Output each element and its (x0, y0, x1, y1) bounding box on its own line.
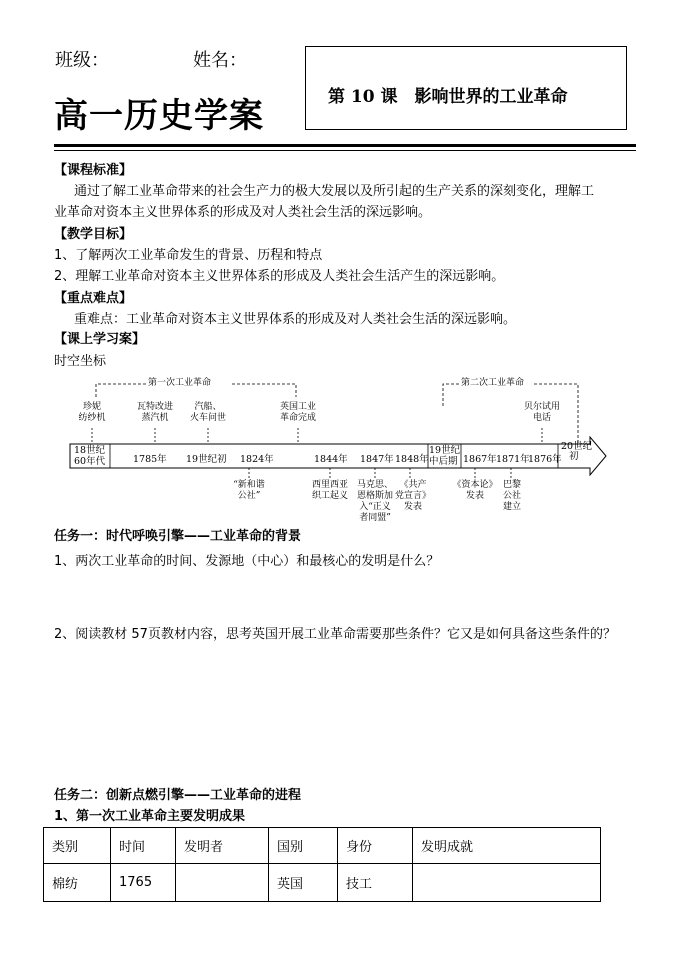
table-row (44, 864, 601, 902)
second-revolution-label: 第二次工业革命 (461, 378, 525, 388)
table-cell (176, 864, 269, 902)
table-header-cell: 国别 (269, 828, 338, 864)
event-capital: 《资本论》 发表 (452, 480, 498, 501)
first-bracket-right (232, 384, 296, 397)
first-revolution-label: 第一次工业革命 (148, 378, 212, 388)
lesson-title: 第 10 课 影响世界的工业革命 (328, 87, 568, 107)
key-heading: 【重点难点】 (54, 291, 133, 306)
year-1844: 1844年 (314, 454, 348, 465)
event-completion: 英国工业 革命完成 (279, 402, 316, 423)
event-new-harmony: “新和谐 公社” (233, 480, 265, 501)
year-start: 18世纪 60年代 (74, 445, 106, 467)
year-1848: 1848年 (395, 454, 429, 465)
name-label: 姓名： (193, 50, 247, 71)
goals-heading: 【教学目标】 (54, 227, 133, 242)
table-header-cell: 身份 (338, 828, 413, 864)
year-1871: 1871年 (496, 454, 530, 465)
standard-heading: 【课程标准】 (54, 163, 133, 178)
table-header-cell: 发明者 (176, 828, 269, 864)
table-header-cell: 发明成就 (413, 828, 601, 864)
year-19-late: 19世纪 中后期 (429, 445, 461, 467)
task2-heading: 任务二：创新点燃引擎——工业革命的进程 (54, 788, 302, 803)
year-1824: 1824年 (240, 454, 274, 465)
task1-q1: 1、两次工业革命的时间、发源地（中心）和最核心的发明是什么？ (54, 554, 440, 569)
year-1847: 1847年 (360, 454, 394, 465)
table-header-cell: 类别 (44, 828, 111, 864)
task2-sub1: 1、第一次工业革命主要发明成果 (54, 809, 246, 824)
year-20-early: 20世纪 初 (561, 441, 593, 462)
table-cell: 1765 (111, 864, 176, 902)
inventions-table (43, 827, 601, 902)
year-1785: 1785年 (133, 454, 167, 465)
standard-text-1: 通过了解工业革命带来的社会生产力的极大发展以及所引起的生产关系的深刻变化，理解工 (74, 184, 595, 199)
event-jenny: 珍妮 纺纱机 (78, 402, 106, 423)
table-header-row (44, 828, 601, 864)
doc-title: 高一历史学案 (54, 96, 264, 136)
event-league: 马克思、 恩格斯加 入“正义 者同盟” (356, 480, 393, 523)
table-header-cell: 时间 (111, 828, 176, 864)
year-1876: 1876年 (528, 454, 562, 465)
year-19-early: 19世纪初 (186, 454, 227, 465)
goal-2: 2、理解工业革命对资本主义世界体系的形成及人类社会生活产生的深远影响。 (54, 269, 505, 284)
class-label: 班级： (55, 50, 109, 71)
task1-heading: 任务一：时代呼唤引擎——工业革命的背景 (54, 529, 302, 544)
table-cell (413, 864, 601, 902)
task1-q2: 2、阅读教材 57页教材内容，思考英国开展工业革命需要那些条件？它又是如何具备这些条件的？ (54, 627, 616, 642)
table-cell: 技工 (338, 864, 413, 902)
event-steamship: 汽船、 火车问世 (189, 402, 226, 423)
study-heading: 【课上学习案】 (54, 332, 146, 347)
timeline-label: 时空坐标 (54, 354, 107, 369)
event-manifesto: 《共产 党宣言》 发表 (394, 480, 431, 512)
event-silesia: 西里西亚 织工起义 (311, 480, 348, 501)
year-1867: 1867年 (463, 454, 497, 465)
table-cell: 英国 (269, 864, 338, 902)
second-bracket-left (443, 384, 459, 406)
event-paris-commune: 巴黎 公社 建立 (502, 480, 521, 512)
first-bracket-left (96, 384, 146, 397)
key-text: 重难点：工业革命对资本主义世界体系的形成及对人类社会生活的深远影响。 (74, 312, 517, 327)
event-telephone: 贝尔试用 电话 (523, 402, 560, 423)
standard-text-2: 业革命对资本主义世界体系的形成及对人类社会生活的深远影响。 (54, 205, 432, 220)
table-cell: 棉纺 (44, 864, 111, 902)
goal-1: 1、了解两次工业革命发生的背景、历程和特点 (54, 248, 323, 263)
event-watt: 瓦特改进 蒸汽机 (136, 402, 173, 423)
